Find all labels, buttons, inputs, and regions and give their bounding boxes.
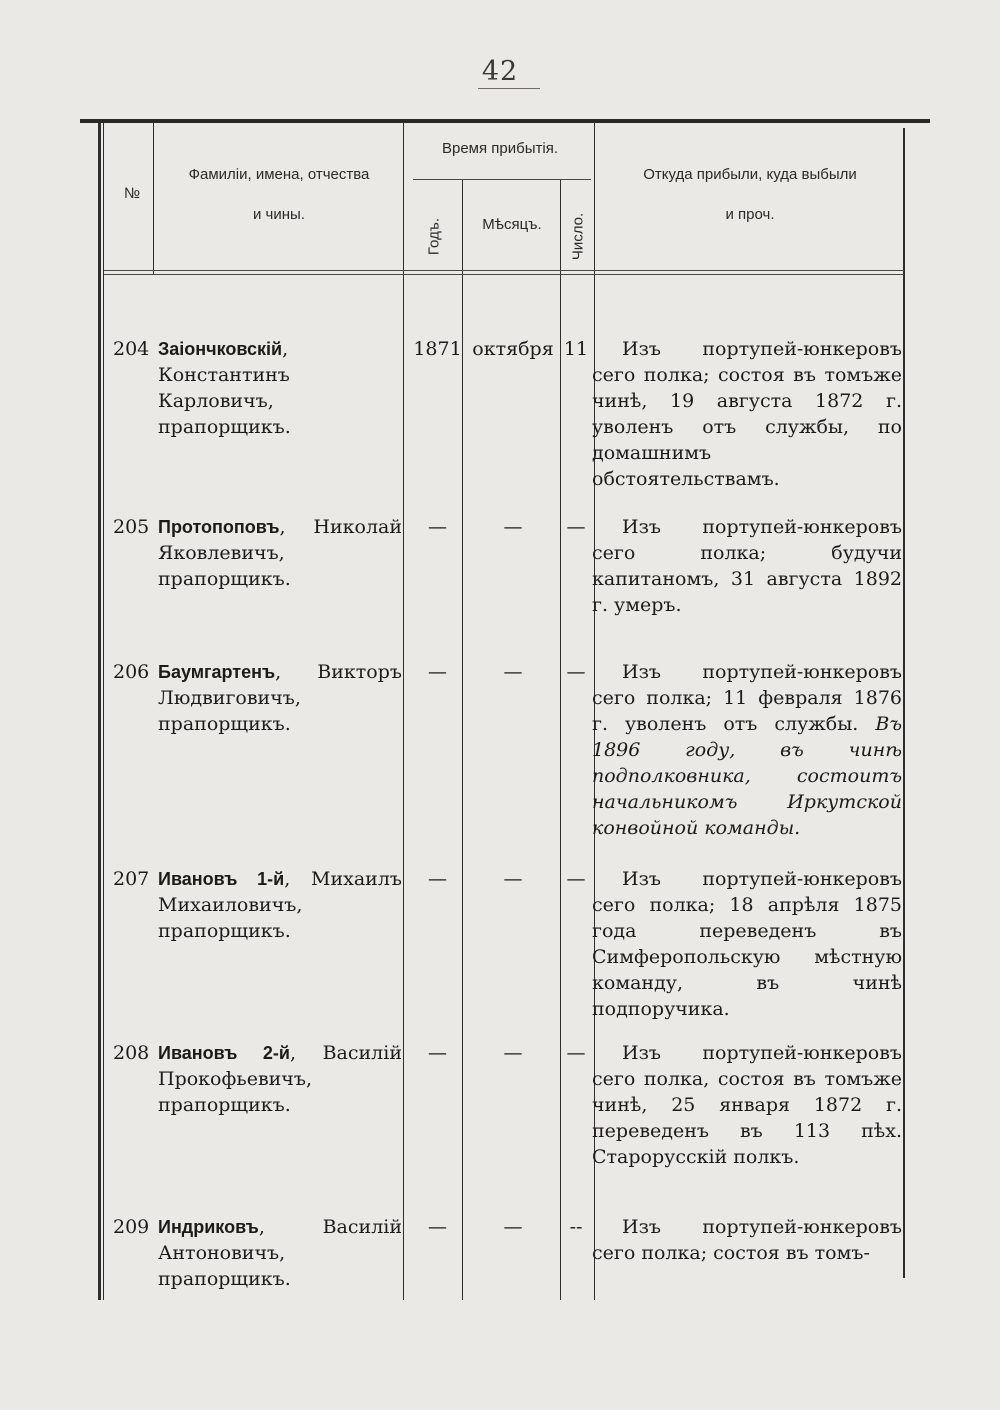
entry-month: — (503, 868, 523, 890)
entry-note: Изъ портупей-юнкеровъ сего полка; 18 апрѣля 1875 года переведенъ въ Симферопольскую мѣстную команду, въ чинѣ подпоручика. (592, 868, 902, 1020)
entry-day: — (566, 868, 586, 890)
entry-year: — (428, 1216, 447, 1238)
entry-month: — (503, 516, 523, 538)
page-number-underline (478, 88, 540, 89)
entry-day: — (566, 516, 586, 538)
entry-note-text: Изъ портупей-юнкеровъ сего полка; 11 февраля 1876 г. уволенъ отъ службы. (592, 661, 902, 735)
header-arrival-rule (413, 179, 591, 180)
header-arrival: Время прибытія. (441, 140, 558, 157)
entry-day: -- (569, 1216, 583, 1238)
header-bottom-rule-2 (104, 274, 904, 275)
entry-surname: Протопоповъ (158, 517, 280, 537)
table-left-border (98, 123, 101, 1300)
page-number: 42 (481, 56, 519, 87)
entry-year: — (428, 516, 447, 538)
entry-note-italic: Въ 1896 году, въ чинѣ подполковника, состоитъ начальникомъ Иркутской конвойной команды. (592, 713, 902, 839)
entry-name (158, 1214, 402, 1292)
entry-number: 204 (113, 338, 150, 360)
entry-month: октября (472, 338, 554, 360)
entry-name-rest: , Константинъ Карловичъ, прапорщикъ. (158, 338, 291, 438)
entry-name-rest: , Михаилъ Михаиловичъ, прапорщикъ. (158, 868, 402, 942)
entry-name-rest: , Василій Антоновичъ, прапорщикъ. (158, 1216, 402, 1290)
entry-name-rest: , Николай Яковлевичъ, прапорщикъ. (158, 516, 402, 590)
entry-day: 11 (563, 338, 589, 360)
header-names-line1: Фамиліи, имена, отчества (188, 166, 370, 183)
entry-surname: Заіончковскій (158, 339, 283, 359)
entry-surname: Индриковъ (158, 1217, 259, 1237)
entry-month: — (503, 1042, 523, 1064)
entry-name (158, 514, 402, 592)
entry-name (158, 866, 402, 944)
entry-month: — (503, 661, 523, 683)
entry-number: 208 (113, 1042, 150, 1064)
entry-note: Изъ портупей-юнкеровъ сего полка, состоя въ томъже чинѣ, 25 января 1872 г. переведенъ въ 113 пѣх. Старорусскій полкъ. (592, 1042, 902, 1168)
header-day: Число. (569, 212, 587, 261)
header-notes-line2: и проч. (725, 206, 775, 223)
table-top-rule (80, 119, 930, 123)
header-number: № (123, 185, 141, 202)
entry-name-rest: , Василій Прокофьевичъ, прапорщикъ. (158, 1042, 402, 1116)
column-divider-names (403, 123, 404, 1300)
header-bottom-rule (104, 270, 904, 271)
entry-note (592, 659, 902, 841)
entry-name-rest: , Викторъ Людвиговичъ, прапорщикъ. (158, 661, 402, 735)
entry-day: — (566, 661, 586, 683)
entry-number: 209 (113, 1216, 150, 1238)
entry-number: 207 (113, 868, 150, 890)
entry-surname: Баумгартенъ (158, 662, 276, 682)
entry-note: Изъ портупей-юнкеровъ сего полка; будучи капитаномъ, 31 августа 1892 г. умеръ. (592, 516, 902, 616)
entry-month: — (503, 1216, 523, 1238)
entry-number: 206 (113, 661, 150, 683)
table-left-border-inner (103, 123, 104, 1300)
entry-name (158, 336, 402, 440)
header-notes-line1: Откуда прибыли, куда выбыли (643, 166, 857, 183)
entry-year: — (428, 1042, 447, 1064)
entry-note: Изъ портупей-юнкеровъ сего полка; состоя въ томъ- (592, 1216, 902, 1264)
column-divider-no (153, 123, 154, 275)
entry-name (158, 1040, 402, 1118)
entry-day: — (566, 1042, 586, 1064)
entry-year: 1871 (413, 338, 462, 360)
entry-note: Изъ портупей-юнкеровъ сего полка; состоя въ томъже чинѣ, 19 августа 1872 г. уволенъ отъ службы, по домашнимъ обстоятельствамъ. (592, 338, 902, 490)
entry-year: — (428, 868, 447, 890)
table-right-border (903, 128, 905, 1278)
entry-surname: Ивановъ 1-й (158, 869, 285, 889)
entry-name (158, 659, 402, 737)
header-names-line2: и чины. (253, 206, 305, 223)
entry-year: — (428, 661, 447, 683)
entry-surname: Ивановъ 2-й (158, 1043, 290, 1063)
header-year: Годъ. (425, 217, 443, 256)
header-month: Мѣсяцъ. (482, 216, 542, 233)
entry-number: 205 (113, 516, 150, 538)
